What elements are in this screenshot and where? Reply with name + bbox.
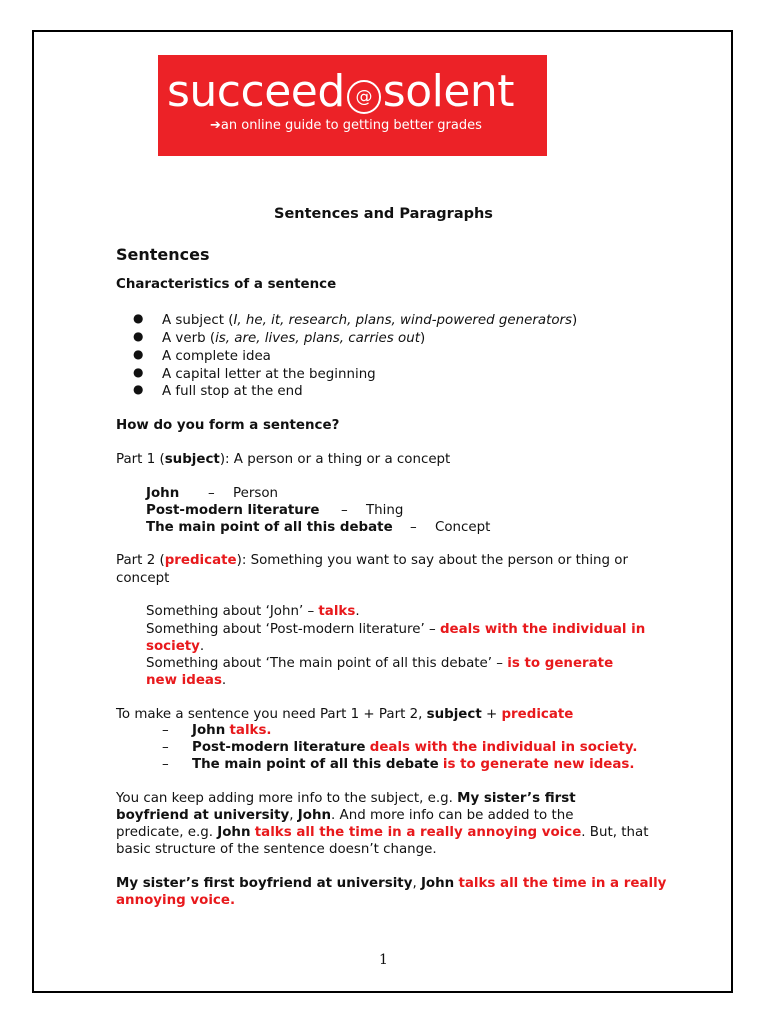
bullet-icon: ● bbox=[133, 347, 144, 361]
section-heading: Sentences bbox=[116, 245, 210, 264]
characteristics-heading: Characteristics of a sentence bbox=[116, 277, 337, 292]
page-number: 1 bbox=[379, 952, 388, 968]
example-term: The main point of all this debate bbox=[146, 520, 393, 535]
list-item: A capital letter at the beginning bbox=[162, 367, 376, 382]
example-dash: – bbox=[341, 503, 348, 518]
page-title: Sentences and Paragraphs bbox=[274, 206, 493, 222]
logo-wordmark: succeed @ solent bbox=[167, 66, 515, 117]
predicate-example: Something about ‘John’ – talks. bbox=[146, 604, 360, 619]
combined-sentence: The main point of all this debate is to generate new ideas. bbox=[192, 757, 635, 772]
logo-tagline: ➔an online guide to getting better grades bbox=[210, 118, 482, 133]
part2-text: Part 2 (predicate): Something you want to say about the person or thing or bbox=[116, 553, 628, 568]
combined-sentence: Post-modern literature deals with the individual in society. bbox=[192, 740, 638, 755]
combined-dash: – bbox=[162, 723, 169, 738]
predicate-example: Something about ‘The main point of all this debate’ – is to generate bbox=[146, 656, 614, 671]
bullet-icon: ● bbox=[133, 329, 144, 343]
list-item: A verb (is, are, lives, plans, carries out) bbox=[162, 331, 426, 346]
list-item: A full stop at the end bbox=[162, 384, 303, 399]
example-term: John bbox=[146, 486, 180, 501]
part2-text-cont: concept bbox=[116, 571, 170, 586]
example-desc: Concept bbox=[435, 520, 491, 535]
final-example-line: annoying voice. bbox=[116, 893, 236, 908]
predicate-example-cont: new ideas. bbox=[146, 673, 227, 688]
example-dash: – bbox=[208, 486, 215, 501]
arrow-icon: ➔ bbox=[210, 118, 221, 133]
more-info-line: predicate, e.g. John talks all the time in a really annoying voice. But, that bbox=[116, 825, 649, 840]
example-desc: Person bbox=[233, 486, 278, 501]
more-info-line: boyfriend at university, John. And more info can be added to the bbox=[116, 808, 574, 823]
more-info-line: You can keep adding more info to the subject, e.g. My sister’s first bbox=[116, 791, 576, 806]
at-sign-icon: @ bbox=[347, 80, 381, 114]
combined-sentence: John talks. bbox=[192, 723, 272, 738]
example-desc: Thing bbox=[366, 503, 404, 518]
form-heading: How do you form a sentence? bbox=[116, 418, 340, 433]
bullet-icon: ● bbox=[133, 311, 144, 325]
predicate-example-cont: society. bbox=[146, 639, 205, 654]
predicate-example: Something about ‘Post-modern literature’ – deals with the individual in bbox=[146, 622, 646, 637]
more-info-line: basic structure of the sentence doesn’t change. bbox=[116, 842, 437, 857]
bullet-icon: ● bbox=[133, 365, 144, 379]
example-dash: – bbox=[410, 520, 417, 535]
combine-text: To make a sentence you need Part 1 + Part 2, subject + predicate bbox=[116, 707, 574, 722]
part1-text: Part 1 (subject): A person or a thing or a concept bbox=[116, 452, 451, 467]
example-term: Post-modern literature bbox=[146, 503, 320, 518]
combined-dash: – bbox=[162, 740, 169, 755]
final-example-line: My sister’s first boyfriend at university, John talks all the time in a really bbox=[116, 876, 667, 891]
list-item: A complete idea bbox=[162, 349, 271, 364]
combined-dash: – bbox=[162, 757, 169, 772]
list-item: A subject (I, he, it, research, plans, wind-powered generators) bbox=[162, 313, 578, 328]
succeed-at-solent-logo bbox=[158, 55, 547, 156]
bullet-icon: ● bbox=[133, 382, 144, 396]
